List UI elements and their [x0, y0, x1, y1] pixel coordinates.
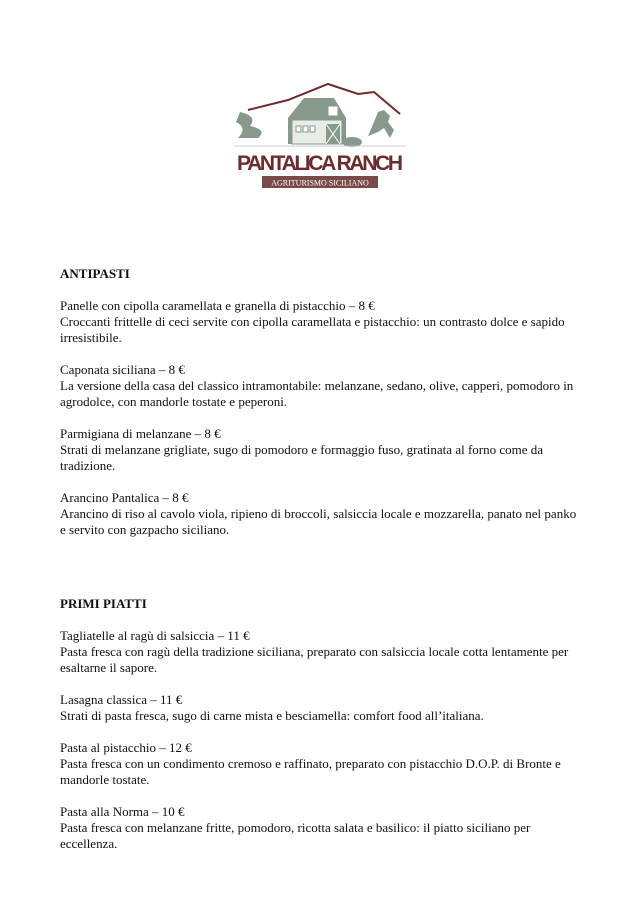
- logo: [228, 82, 412, 194]
- ranch-logo-icon: [228, 82, 412, 194]
- menu-item: [60, 298, 582, 346]
- menu-item: [60, 804, 582, 852]
- item-description: Croccanti frittelle di ceci servite con cipolla caramellata e pistacchio: un contrasto dolce e sapido irresistibile.: [60, 314, 565, 345]
- menu-item: [60, 692, 582, 724]
- section-primi-piatti: [60, 596, 582, 852]
- menu-item: [60, 490, 582, 538]
- menu-item: [60, 740, 582, 788]
- item-description: Arancino di riso al cavolo viola, ripieno di broccoli, salsiccia locale e mozzarella, panato nel panko e servito con gazpacho siciliano.: [60, 506, 577, 537]
- item-name: Caponata siciliana – 8 €: [60, 362, 185, 377]
- item-name: Tagliatelle al ragù di salsiccia – 11 €: [60, 628, 250, 643]
- menu-content: [60, 266, 582, 868]
- logo-name: PANTALICA RANCH: [237, 152, 403, 175]
- item-name: Lasagna classica – 11 €: [60, 692, 183, 707]
- item-description: Pasta fresca con un condimento cremoso e raffinato, preparato con pistacchio D.O.P. di Bronte e mandorle tostate.: [60, 756, 561, 787]
- item-description: Pasta fresca con ragù della tradizione siciliana, preparato con salsiccia locale cotta lentamente per esaltarne il sapore.: [60, 644, 569, 675]
- logo-tagline: AGRITURISMO SICILIANO: [271, 178, 369, 188]
- item-description: Strati di pasta fresca, sugo di carne mista e besciamella: comfort food all’italiana.: [60, 708, 484, 723]
- section-title: ANTIPASTI: [60, 266, 130, 281]
- item-description: Pasta fresca con melanzane fritte, pomodoro, ricotta salata e basilico: il piatto siciliano per eccellenza.: [60, 820, 531, 851]
- item-name: Pasta al pistacchio – 12 €: [60, 740, 192, 755]
- menu-item: [60, 362, 582, 410]
- item-name: Arancino Pantalica – 8 €: [60, 490, 189, 505]
- item-name: Parmigiana di melanzane – 8 €: [60, 426, 221, 441]
- item-name: Panelle con cipolla caramellata e granella di pistacchio – 8 €: [60, 298, 375, 313]
- menu-item: [60, 426, 582, 474]
- item-description: La versione della casa del classico intramontabile: melanzane, sedano, olive, capperi, pomodoro in agrodolce, con mandorle tostate e peperoni.: [60, 378, 574, 409]
- section-title: PRIMI PIATTI: [60, 596, 147, 611]
- item-name: Pasta alla Norma – 10 €: [60, 804, 185, 819]
- item-description: Strati di melanzane grigliate, sugo di pomodoro e formaggio fuso, gratinata al forno come da tradizione.: [60, 442, 544, 473]
- section-antipasti: [60, 266, 582, 538]
- menu-item: [60, 628, 582, 676]
